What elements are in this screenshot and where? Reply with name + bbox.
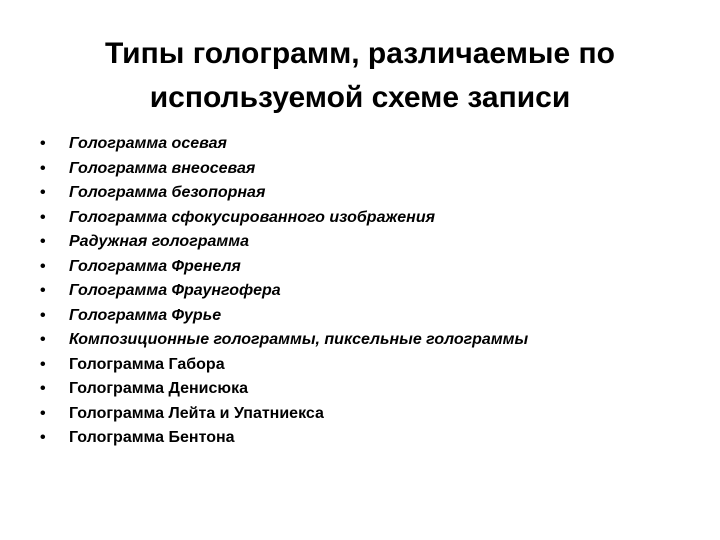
bullet-dot-icon: •	[40, 208, 46, 226]
bullet-dot-icon: •	[40, 355, 46, 373]
bullet-text: Голограмма Габора	[69, 355, 225, 373]
bullet-dot-icon: •	[40, 306, 46, 324]
bullet-text: Радужная голограмма	[69, 233, 249, 250]
bullet-list	[40, 132, 690, 451]
bullet-item	[40, 206, 690, 231]
bullet-text: Голограмма внеосевая	[69, 159, 256, 177]
bullet-item	[40, 353, 690, 378]
bullet-text: Голограмма Фраунгофера	[69, 282, 281, 299]
bullet-item	[40, 132, 690, 157]
bullet-text: Голограмма Денисюка	[69, 380, 248, 397]
bullet-item	[40, 328, 690, 353]
slide-title-line-1: Типы голограмм, различаемые по	[105, 37, 615, 70]
bullet-text: Голограмма осевая	[69, 135, 227, 152]
bullet-dot-icon: •	[40, 233, 46, 250]
bullet-text: Голограмма Фурье	[69, 306, 222, 324]
bullet-item	[40, 279, 690, 304]
slide-title	[40, 32, 680, 120]
bullet-item	[40, 181, 690, 206]
bullet-dot-icon: •	[40, 184, 46, 201]
bullet-dot-icon: •	[40, 404, 46, 422]
bullet-dot-icon: •	[40, 257, 46, 275]
bullet-dot-icon: •	[40, 135, 46, 152]
bullet-item	[40, 304, 690, 329]
bullet-dot-icon: •	[40, 282, 46, 299]
bullet-text: Голограмма Бентона	[69, 429, 235, 446]
bullet-item	[40, 255, 690, 280]
bullet-item	[40, 230, 690, 255]
bullet-dot-icon: •	[40, 159, 46, 177]
bullet-text: Голограмма Френеля	[69, 257, 241, 275]
bullet-text: Голограмма безопорная	[69, 184, 266, 201]
bullet-dot-icon: •	[40, 380, 46, 397]
bullet-text: Голограмма Лейта и Упатниекса	[69, 404, 324, 422]
bullet-item	[40, 157, 690, 182]
bullet-dot-icon: •	[40, 429, 46, 446]
bullet-item	[40, 402, 690, 427]
bullet-text: Композиционные голограммы, пиксельные голограммы	[69, 331, 529, 348]
bullet-dot-icon: •	[40, 331, 46, 348]
bullet-item	[40, 426, 690, 451]
bullet-text: Голограмма сфокусированного изображения	[69, 208, 436, 226]
bullet-item	[40, 377, 690, 402]
slide-title-line-2: используемой схеме записи	[149, 81, 571, 114]
